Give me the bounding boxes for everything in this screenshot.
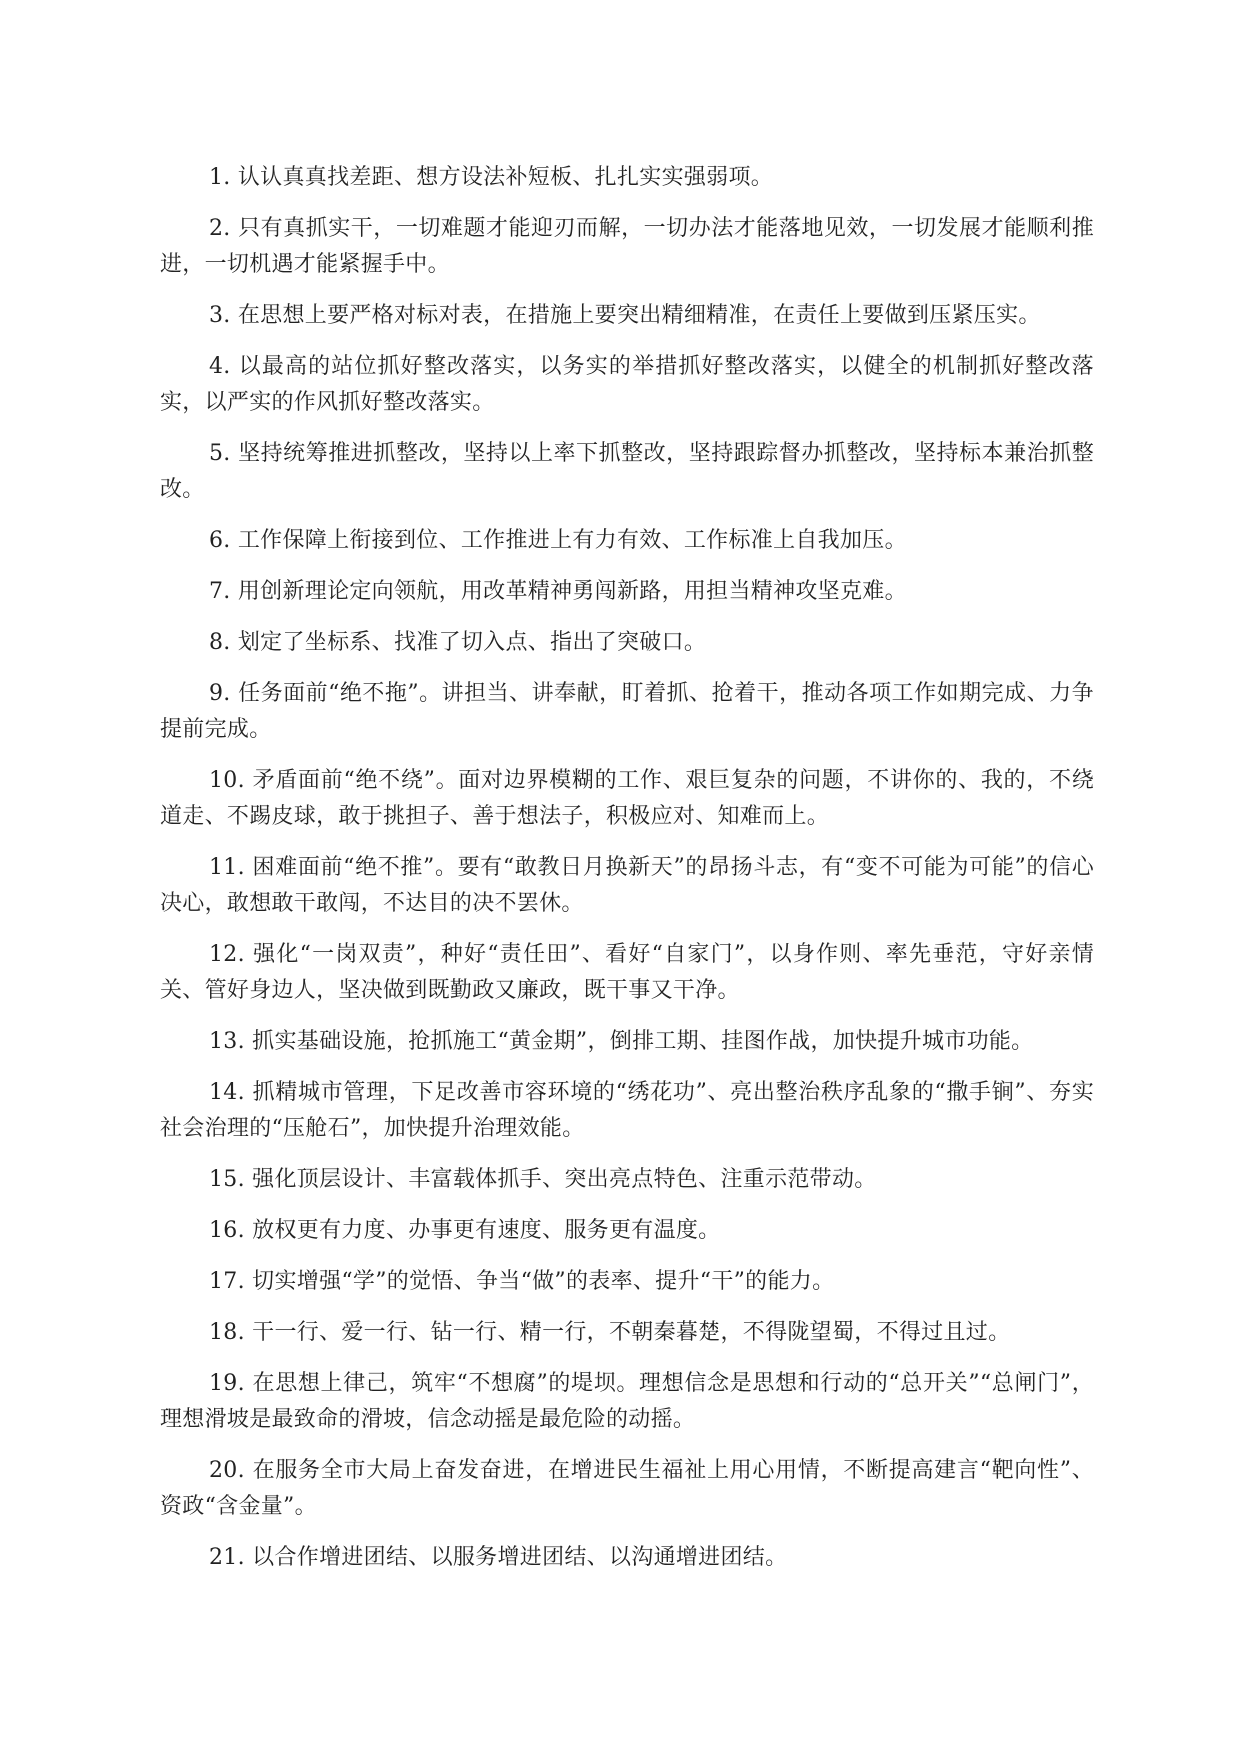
paragraph-3: 3. 在思想上要严格对标对表，在措施上要突出精细精准，在责任上要做到压紧压实。: [209, 303, 1041, 328]
document-body: [160, 160, 1094, 1591]
paragraph-13: 13. 抓实基础设施，抢抓施工“黄金期”，倒排工期、挂图作战，加快提升城市功能。: [209, 1029, 1034, 1054]
paragraph-6: 6. 工作保障上衔接到位、工作推进上有力有效、工作标准上自我加压。: [209, 528, 907, 553]
paragraph-19: 19. 在思想上律己，筑牢“不想腐”的堤坝。理想信念是思想和行动的“总开关”“总闸门”，理想滑坡是最致命的滑坡，信念动摇是最危险的动摇。: [160, 1371, 1094, 1432]
paragraph-20: 20. 在服务全市大局上奋发奋进，在增进民生福祉上用心用情，不断提高建言“靶向性”、资政“含金量”。: [160, 1458, 1094, 1519]
paragraph-5: 5. 坚持统筹推进抓整改，坚持以上率下抓整改，坚持跟踪督办抓整改，坚持标本兼治抓整改。: [160, 441, 1094, 502]
paragraph-21: 21. 以合作增进团结、以服务增进团结、以沟通增进团结。: [209, 1545, 788, 1570]
paragraph-1: 1. 认认真真找差距、想方设法补短板、扎扎实实强弱项。: [209, 165, 774, 190]
paragraph-7: 7. 用创新理论定向领航，用改革精神勇闯新路，用担当精神攻坚克难。: [209, 579, 907, 604]
paragraph-18: 18. 干一行、爱一行、钻一行、精一行，不朝秦暮楚，不得陇望蜀，不得过且过。: [209, 1320, 1011, 1345]
paragraph-14: 14. 抓精城市管理，下足改善市容环境的“绣花功”、亮出整治秩序乱象的“撒手锏”、夯实社会治理的“压舱石”，加快提升治理效能。: [160, 1080, 1094, 1141]
paragraph-15: 15. 强化顶层设计、丰富载体抓手、突出亮点特色、注重示范带动。: [209, 1167, 877, 1192]
paragraph-2: 2. 只有真抓实干，一切难题才能迎刃而解，一切办法才能落地见效，一切发展才能顺利推进，一切机遇才能紧握手中。: [160, 216, 1094, 277]
paragraph-4: 4. 以最高的站位抓好整改落实，以务实的举措抓好整改落实，以健全的机制抓好整改落实，以严实的作风抓好整改落实。: [160, 354, 1094, 415]
paragraph-12: 12. 强化“一岗双责”，种好“责任田”、看好“自家门”，以身作则、率先垂范，守好亲情关、管好身边人，坚决做到既勤政又廉政，既干事又干净。: [160, 942, 1094, 1003]
paragraph-16: 16. 放权更有力度、办事更有速度、服务更有温度。: [209, 1218, 721, 1243]
paragraph-11: 11. 困难面前“绝不推”。要有“敢教日月换新天”的昂扬斗志，有“变不可能为可能”的信心决心，敢想敢干敢闯，不达目的决不罢休。: [160, 855, 1094, 916]
paragraph-9: 9. 任务面前“绝不拖”。讲担当、讲奉献，盯着抓、抢着干，推动各项工作如期完成、力争提前完成。: [160, 681, 1094, 742]
paragraph-8: 8. 划定了坐标系、找准了切入点、指出了突破口。: [209, 630, 707, 655]
paragraph-17: 17. 切实增强“学”的觉悟、争当“做”的表率、提升“干”的能力。: [209, 1269, 835, 1294]
paragraph-10: 10. 矛盾面前“绝不绕”。面对边界模糊的工作、艰巨复杂的问题，不讲你的、我的，不绕道走、不踢皮球，敢于挑担子、善于想法子，积极应对、知难而上。: [160, 768, 1094, 829]
